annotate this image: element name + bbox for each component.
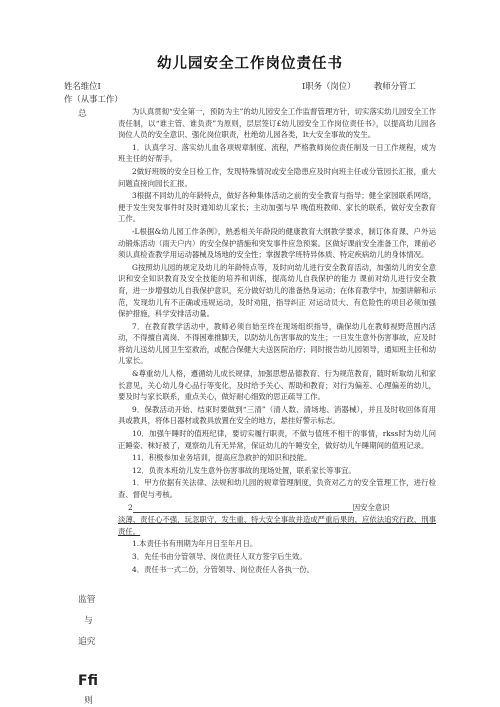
label-supervise-3: 追究 [78, 637, 96, 647]
rule-4: 4．责任书一式二份，分管领导、岗位责任人各执一份。 [132, 564, 315, 574]
paragraph-intro: 为认真贯彻“安全第一，预防为主”的幼儿园安全工作监督管理方针，切实落实幼儿园安全工作责任制，以“谁主管、谁负责”为原则，层层签订£幼儿园安全工作岗位责任书》，以提高幼儿园各岗位人员的安全意识、强化岗位职责，杜绝幼儿园各类，It大安全事故的发生。 [118, 107, 436, 140]
label-supervise-1: 监管 [78, 595, 96, 605]
paragraph-item-10: 10．加强午睡时的值班纪律，要切实履行职责，不做与值班不相干的事情，rkss时为幼儿问正睡姿、秣好被了，观察幼儿有无异常，保证幼儿的午睡安全，做好幼儿午睡期间的值班记录。 [118, 429, 436, 450]
label-general: 总 [78, 109, 87, 119]
paragraph-item-7: 7．在教育教学活动中，教师必须自始至终在现场组织指导，确保幼儿在教师视野范围内活动，不得擅自离岗、不得困难推脚天，以防幼儿伤害事故的发生；一旦发生意外伤害事故，应及时将幼儿送幼儿园卫生室救治，或配合保健大夫送医院治疗；同时报告幼儿园领导，通知班主任和幼儿家长。 [118, 321, 436, 366]
label-fi: Ffi [78, 673, 98, 689]
paragraph-supervise-1: 1．甲方依据有关法律、法规和幼儿园的规章管理制度，负资对乙方的安全管理工作，进行检查、督促与考核。 [118, 478, 436, 499]
paragraph-item-9: 9．保教活动开始、结束时要做到“三清”（清人数、清场地、消器械），并且及时收回体育用具或教具，将体日器材或教具放置在安全的地方，悬挂好警示标志。 [118, 404, 436, 426]
document-title: 幼儿园安全工作岗位责任书 [157, 56, 343, 72]
header-duty: I职务（岗位） [302, 81, 356, 91]
paragraph-item-3: 3根据不同幼儿的年龄特点，做好各种集体活动之前的安全教育与指导；健全家园联系网络，便于发生突发事件时及时通知幼儿家长；主动加强与早 晚值班教师、家长的联系，做好安全教育工作。 [118, 191, 436, 224]
signature-line-row [118, 502, 436, 514]
rule-3: 3．先任书由分管领导、岗位责任人双方签字后生效。 [132, 551, 307, 561]
sig-prefix: 2 [128, 502, 133, 512]
signature-line [133, 504, 353, 513]
paragraph-item-4: -L根据&幼儿园工作条例》，熟悉相关年龄段的健康教育大纲教学要求，制订体育课、户外运动锻炼活动（雨天户内）的安全保护措施和突发事件应急预案。区做好课前安全准备工作，课前必须认真检查教学用运动器械及场地的安全性；掌握教学班特异体质、特定疾病幼儿的身体情况。 [118, 226, 436, 260]
paragraph-item-11: 11．积极参加业务培训，提高应急救护的知识和技能。 [132, 453, 312, 463]
rule-1: 1.本责任书有刑期为年月日至年月日。 [132, 539, 258, 549]
header-work-line: 作（从事工作） [64, 94, 123, 104]
sig-suffix: 因安全意识 [352, 502, 390, 512]
paragraph-item-6: G按照幼儿园的规定及幼儿的年龄特点等，及时向幼儿进行安全教育活动，加强幼儿的安全意识和安全知识教育及安全技能的培养和训练，提高幼儿自我保护的能力 课前对幼儿进行安全教育，进一步增强幼儿自我保护意识，充分做好幼儿的准备热身运动；在体育教学中，加强讲解和示范，发现幼儿有不正确或违规运动，及时劝阻，指导纠正 对运动员大、有危险性的项目必须加强保护措施，科学安排活动量。 [118, 262, 436, 319]
label-ze: 则 [84, 696, 93, 706]
header-position-name: 姓名维位I [64, 81, 101, 91]
label-supervise-2: 与 [84, 616, 93, 626]
paragraph-item-1: 1．认真学习、落实幼儿血各项规章制度、流程，严格教师岗位责任制及一日工作规程，成为班主任的好帮手。 [118, 142, 436, 164]
header-teacher: 教师分管工 [374, 81, 416, 91]
paragraph-liability: 淡薄、责任心不强，玩忽职守，发生重、特大安全事故并造成严重后果的，应依法追究行政、刑事责任。 [118, 515, 436, 536]
paragraph-item-2: 2做好班级的安全日检工作，发现特殊情况或安全隐患应及时向班主任或分管园长汇报，重大问题直接向园长汇报。 [118, 166, 436, 188]
paragraph-item-12: 12．负责本班幼儿发生意外伤害事故的现场处置，联系家长等事宜。 [132, 465, 356, 475]
paragraph-item-8: &尊重幼儿人格，遵循幼儿成长规律，加强思想品德教育、行为规范教育，随时昕取幼儿和家长意见，关心幼儿身心品行等变化，及时给予关心、帮助和教育；对行为偏差、心理偏差的幼儿，要及时与家长联系，重点关心，做好耐心细致的思正疏导工作。 [118, 369, 436, 402]
document-body [118, 106, 436, 576]
